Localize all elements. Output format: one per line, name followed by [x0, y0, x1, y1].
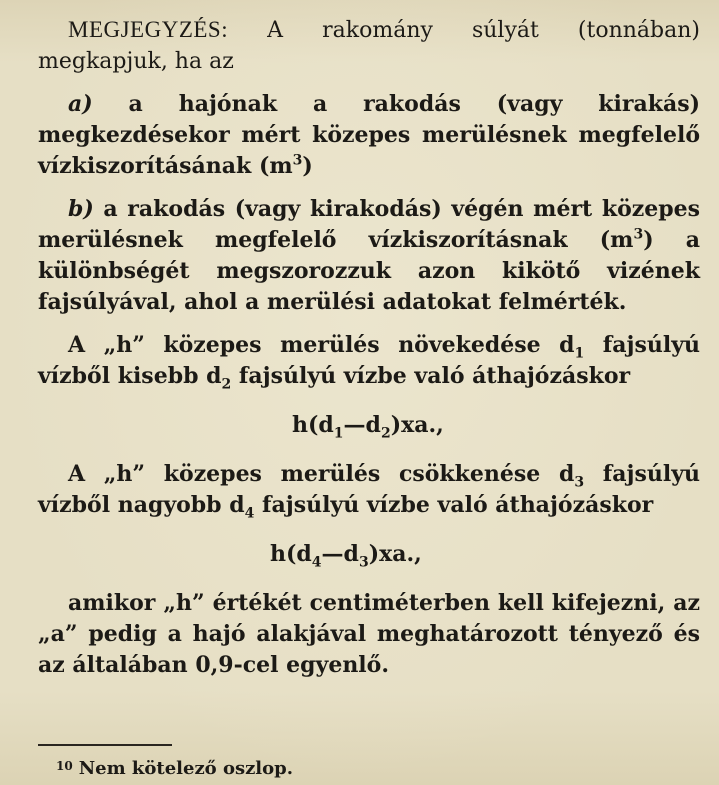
footnote-text: Nem kötelező oszlop. [78, 758, 294, 779]
item-b-text: a rakodás (vagy kirakodás) végén mért közepes merülésnek megfelelő vízkiszorításnak (m [38, 196, 700, 253]
formula-2-sub-a: 4 [311, 554, 322, 571]
item-a-sup: 3 [292, 152, 303, 169]
increase-text-2: fajsúlyú vízből kisebb d [38, 332, 701, 389]
formula-1-sub-a: 1 [333, 425, 344, 442]
increase-text-3: fajsúlyú vízbe való áthajózáskor [231, 363, 631, 389]
formula-2-pre: h(d [270, 541, 312, 567]
item-a-marker: a) [68, 91, 93, 117]
formula-1-pre: h(d [292, 412, 334, 438]
decrease-text-3: fajsúlyú vízbe való áthajózáskor [254, 492, 654, 518]
formula-2-mid: —d [321, 541, 359, 567]
item-b-paragraph [38, 194, 700, 318]
increase-text-1: A „h” közepes merülés növekedése d [68, 332, 575, 358]
item-a-paragraph [38, 89, 700, 182]
footnote-separator [38, 744, 172, 746]
increase-sub-2: 2 [221, 376, 232, 393]
item-b-tail: ) a különbségét megszorozzuk azon kikötő vizének fajsúlyával, ahol a merülési adatokat felmérték. [38, 227, 700, 315]
formula-1-sub-b: 2 [380, 425, 391, 442]
formula-2-post: )xa., [368, 541, 422, 567]
decrease-sub-2: 4 [244, 505, 255, 522]
footnote [56, 755, 293, 780]
decrease-paragraph [38, 459, 700, 521]
note-paragraph [38, 14, 700, 77]
formula-increase [38, 410, 700, 441]
formula-1-post: )xa., [390, 412, 444, 438]
item-b-marker: b) [68, 196, 94, 222]
decrease-text-1: A „h” közepes merülés csökkenése d [68, 461, 575, 487]
increase-paragraph [38, 330, 700, 392]
note-label: MEGJEGYZÉS: [68, 17, 229, 42]
item-b-sup: 3 [633, 226, 644, 243]
increase-sub-1: 1 [574, 345, 585, 362]
decrease-text-2: fajsúlyú vízből nagyobb d [38, 461, 701, 518]
formula-2-sub-b: 3 [358, 554, 369, 571]
decrease-sub-1: 3 [574, 474, 585, 491]
document-body [38, 14, 700, 681]
formula-decrease [38, 539, 700, 570]
item-a-text: a hajónak a rakodás (vagy kirakás) megkezdésekor mért közepes merülésnek megfelelő vízkiszorításának (m [38, 91, 700, 179]
footnote-number: 10 [56, 759, 73, 773]
formula-1-mid: —d [343, 412, 381, 438]
item-a-tail: ) [302, 153, 313, 179]
note-lead-text: A rakomány súlyát (tonnában) megkapjuk, ha az [38, 18, 700, 74]
closing-paragraph: amikor „h” értékét centiméterben kell kifejezni, az „a” pedig a hajó alakjával meghatározott tényező és az általában 0,9-cel egyenlő. [38, 590, 700, 678]
